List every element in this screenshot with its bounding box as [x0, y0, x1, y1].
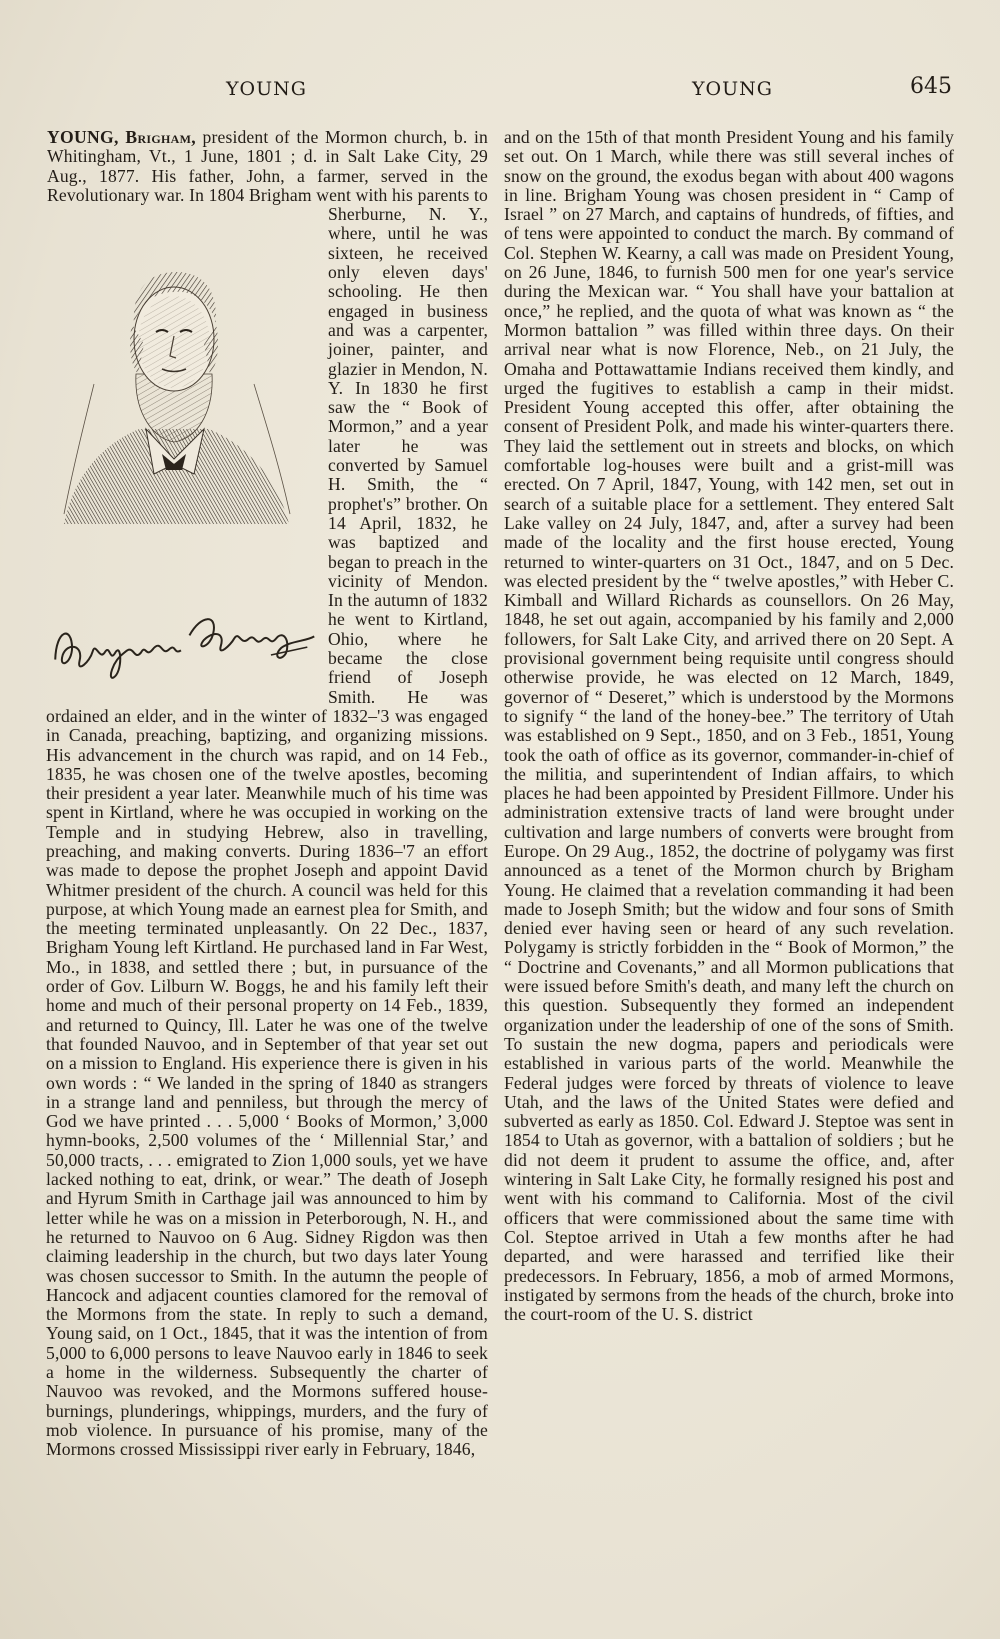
right-column [504, 128, 954, 1576]
portrait-engraving [54, 224, 294, 524]
running-head-left: YOUNG [226, 78, 307, 100]
left-column [46, 128, 488, 1576]
article-text-right: and on the 15th of that month President Young and his family set out. On 1 March, while there was still several inches of snow on the ground, the exodus began with about 400 wagons in line. Brigham Young was chosen president in “ Camp of Israel ” on 27 March, and captains of hundreds, of fifties, and of tens were appointed to conduct the march. By command of Col. Stephen W. Kearny, a call was made on President Young, on 26 June, 1846, to furnish 500 men for one year's service during the Mexican war. “ You shall have your battalion at once,” he replied, and the quota of what was known as “ the Mormon battalion ” was filled within three days. On their arrival near what is now Florence, Neb., on 21 July, the Omaha and Pottawattamie Indians received them kindly, and urged the fugitives to establish a camp in their midst. President Young accepted this offer, after obtaining the consent of President Polk, and made his winter-quarters there. They laid the settlement out in streets and blocks, on which comfortable log-houses were built and a grist-mill was erected. On 7 April, 1847, Young, with 142 men, set out in search of a suitable place for a settlement. They entered Salt Lake valley on 24 July, 1847, and, after a survey had been made of the locality and the first house erected, Young returned to winter-quarters on 31 Oct., 1847, and on 5 Dec. was elected president by the “ twelve apostles,” with Heber C. Kimball and Willard Richards as counsellors. On 26 May, 1848, he set out again, accompanied by his family and 2,000 followers, for Salt Lake City, and arrived there on 20 Sept. A provisional government being requisite until congress should otherwise provide, he was elected on 12 March, 1849, governor of “ Deseret,” which is understood by the Mormons to signify “ the land of the honey-bee.” The territory of Utah was established on 9 Sept., 1850, and on 3 Feb., 1851, Young took the oath of office as its governor, commander-in-chief of the militia, and superintendent of Indian affairs, to which places he had been appointed by President Fillmore. Under his administration extensive tracts of land were brought under cultivation and large numbers of converts were brought from Europe. On 29 Aug., 1852, the doctrine of polygamy was first announced as a tenet of the Mormon church by Brigham Young. He claimed that a revelation commanding it had been made to Joseph Smith; but the widow and four sons of Smith denied ever having seen or heard of any such revelation. Polygamy is strictly forbidden in the “ Book of Mormon,” the “ Doctrine and Covenants,” and all Mormon publications that were issued before Smith's death, and many left the church on this question. Subsequently they formed an independent organization under the leadership of one of the sons of Smith. To sustain the new dogma, papers and periodicals were established in various parts of the world. Meanwhile the Federal judges were forced by threats of violence to leave Utah, and the laws of the United States were defied and subverted as early as 1850. Col. Edward J. Steptoe was sent in 1854 to Utah as governor, with a battalion of soldiers ; but he did not deem it prudent to assume the office, and, after wintering in Salt Lake City, he formally resigned his post and went with his command to California. Most of the civil officers that were commissioned about the same time with Col. Steptoe arrived in Utah a few months after he had departed, and were harassed and terrified like their predecessors. In February, 1856, a mob of armed Mormons, instigated by sermons from the heads of the church, broke into the court-room of the U. S. district [504, 127, 954, 1325]
page-number: 645 [910, 74, 952, 99]
signature [41, 592, 327, 691]
running-header [0, 74, 1000, 106]
headword: YOUNG, Brigham, [47, 127, 196, 147]
article-body-left: president of the Mormon church, b. in Whitingham, Vt., 1 June, 1801 ; d. in Salt Lake City, 29 Aug., 1877. His father, John, a farmer, served in the Revolutionary war. In 1804 Brigham went with his parents to Sherburne, N. Y., where, until he was sixteen, he received only eleven days' schooling. He then engaged in business and was a carpenter, joiner, painter, and glazier in Mendon, N. Y. In 1830 he first saw the “ Book of Mormon,” and a year later he was converted by Samuel H. Smith, the “ prophet's” brother. On 14 April, 1832, he was baptized and began to preach in the vicinity of Mendon. In the autumn of 1832 he went to Kirtland, Ohio, where he became the close friend of Joseph Smith. He was ordained an elder, and in the winter of 1832–'3 was engaged in Canada, preaching, baptizing, and organizing missions. His advancement in the church was rapid, and on 14 Feb., 1835, he was chosen one of the twelve apostles, becoming their president a year later. Meanwhile much of his time was spent in Kirtland, where he was occupied in working on the Temple and in studying Hebrew, also in travelling, preaching, and making converts. During 1836–'7 an effort was made to depose the prophet Joseph and appoint David Whitmer president of the church. A council was held for this purpose, at which Young made an earnest plea for Smith, and the meeting terminated unpleasantly. On 22 Dec., 1837, Brigham Young left Kirtland. He purchased land in Far West, Mo., in 1838, and settled there ; but, in pursuance of the order of Gov. Lilburn W. Boggs, he and his family left their home and much of their personal property on 14 Feb., 1839, and returned to Quincy, Ill. Later he was one of the twelve that founded Nauvoo, and in September of that year set out on a mission to England. His experience there is given in his own words : “ We landed in the spring of 1840 as strangers in a strange land and penniless, but through the mercy of God we have printed . . . 5,000 ‘ Books of Mormon,’ 3,000 hymn-books, 2,500 volumes of the ‘ Millennial Star,’ and 50,000 tracts, . . . emigrated to Zion 1,000 souls, yet we have lacked nothing to eat, drink, or wear.” The death of Joseph and Hyrum Smith in Carthage jail was announced to him by letter while he was on a mission in Peterborough, N. H., and he returned to Nauvoo on 6 Aug. Sidney Rigdon was then claiming leadership in the church, but two days later Young was chosen successor to Smith. In the autumn the people of Hancock and adjacent counties clamored for the removal of the Mormons from the state. In reply to such a demand, Young said, on 1 Oct., 1845, that it was the intention of from 5,000 to 6,000 persons to leave Nauvoo early in 1846 to seek a home in the wilderness. Subsequently the charter of Nauvoo was revoked, and the Mormons suffered house-burnings, plunderings, whippings, murders, and the fury of mob violence. In pursuance of his promise, many of the Mormons crossed Mississippi river early in February, 1846, [46, 127, 488, 1460]
running-head-right: YOUNG [692, 78, 773, 100]
portrait-figure [34, 224, 322, 702]
signature-script [41, 592, 327, 691]
